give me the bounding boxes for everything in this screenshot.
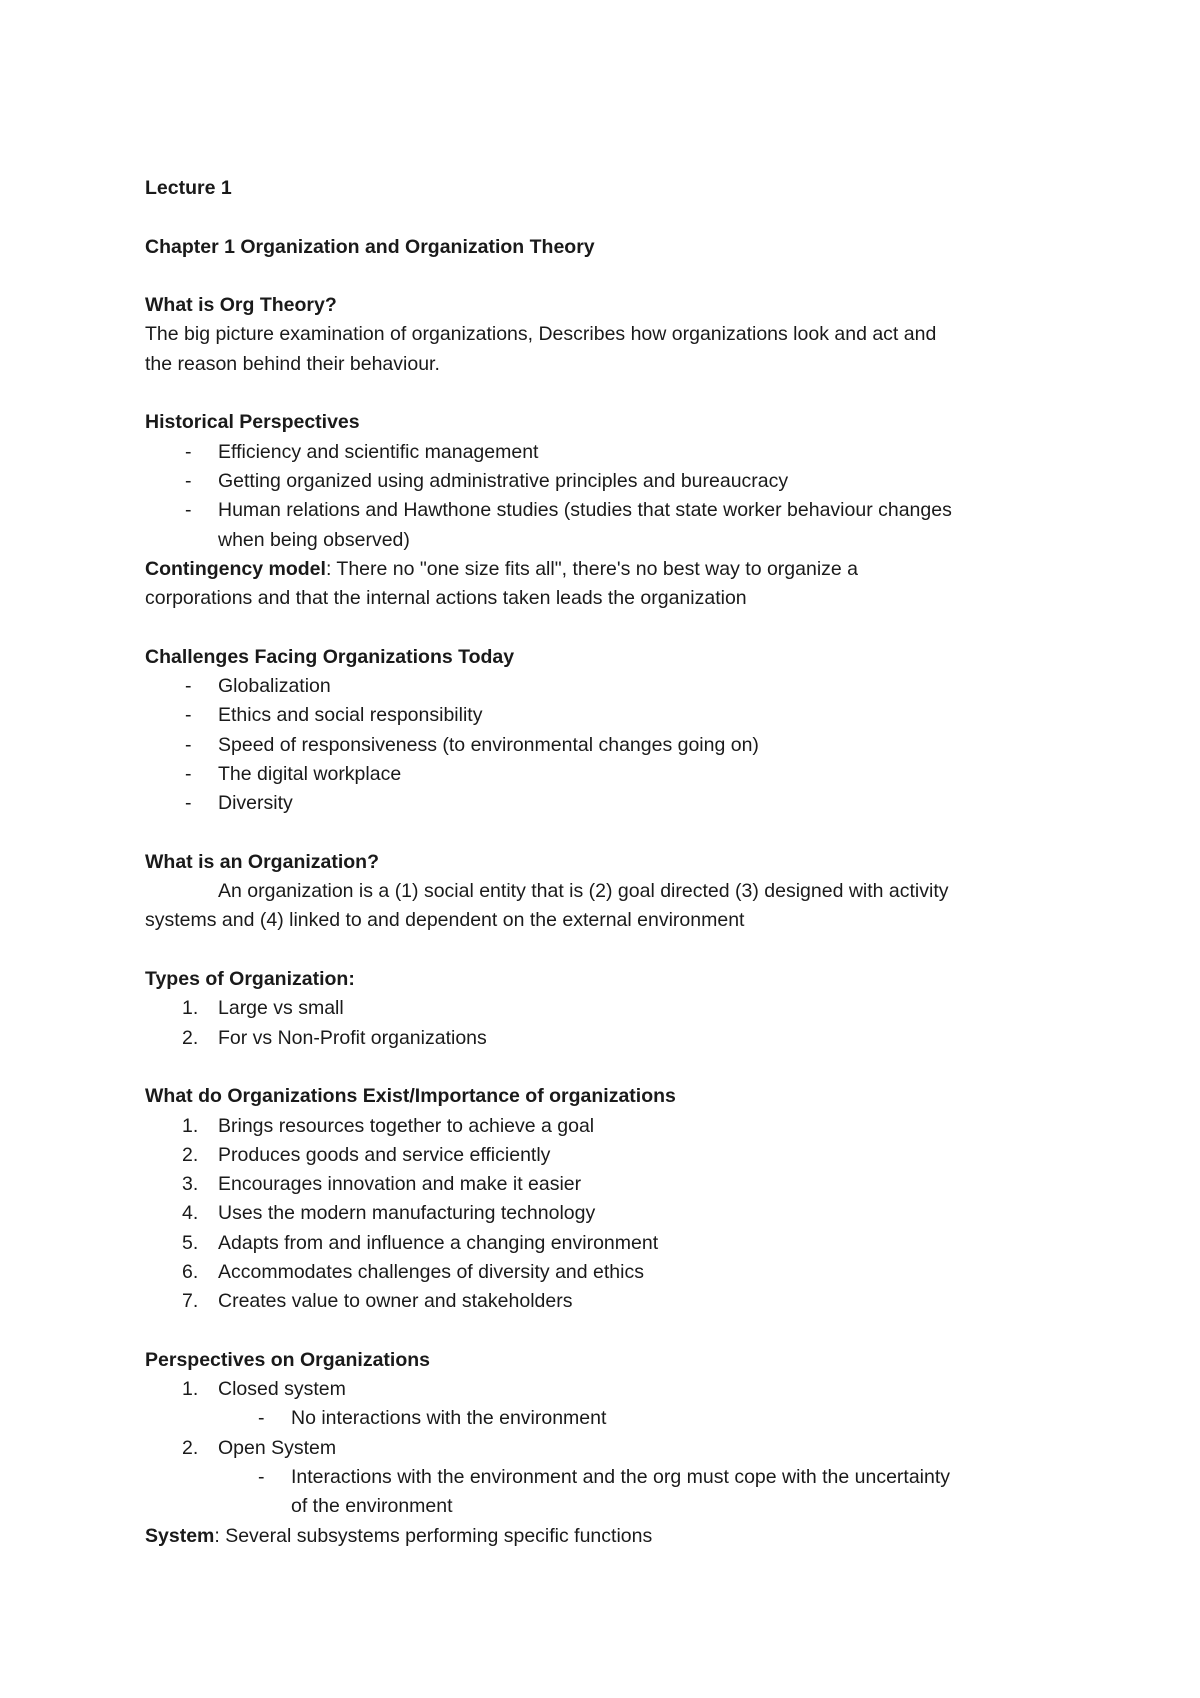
sub-list-item-continuation [145, 1492, 1065, 1521]
list-item [145, 672, 1065, 701]
contingency-line-2: corporations and that the internal actions taken leads the organization [145, 587, 747, 610]
dash-bullet: - [185, 704, 192, 727]
list-item-text: when being observed) [218, 528, 410, 551]
what-org-heading: What is an Organization? [145, 850, 380, 873]
list-item [145, 701, 1065, 730]
sub-list-item-text: of the environment [291, 1495, 453, 1518]
org-theory-heading: What is Org Theory? [145, 294, 337, 317]
org-theory-text-line-2: the reason behind their behaviour. [145, 352, 440, 375]
types-heading: Types of Organization: [145, 968, 355, 991]
list-item-text: For vs Non-Profit organizations [218, 1026, 487, 1049]
list-item-text: Efficiency and scientific management [218, 440, 539, 463]
list-item-text: Produces goods and service efficiently [218, 1143, 551, 1166]
list-item [145, 1229, 1065, 1258]
perspectives-heading: Perspectives on Organizations [145, 1348, 431, 1371]
list-item [145, 496, 1065, 525]
importance-heading: What do Organizations Exist/Importance of organizations [145, 1085, 676, 1108]
what-org-text-line-2: systems and (4) linked to and dependent on the external environment [145, 909, 745, 932]
list-item-text: Encourages innovation and make it easier [218, 1173, 582, 1196]
list-item-text: Adapts from and influence a changing environment [218, 1231, 659, 1254]
dash-bullet: - [185, 762, 192, 785]
sub-list-item [145, 1463, 1065, 1492]
list-number: 1. [182, 997, 199, 1020]
list-item [145, 467, 1065, 496]
system-definition [145, 1522, 1065, 1551]
chapter-title: Chapter 1 Organization and Organization Theory [145, 235, 595, 258]
system-text: : Several subsystems performing specific functions [214, 1524, 653, 1547]
list-item [145, 1112, 1065, 1141]
spacer [145, 1317, 1065, 1346]
contingency-term: Contingency model [145, 557, 326, 580]
list-item [145, 1258, 1065, 1287]
list-item [145, 1024, 1065, 1053]
dash-bullet: - [185, 469, 192, 492]
document-body [145, 174, 1065, 1551]
what-org-text-line-1: An organization is a (1) social entity that is (2) goal directed (3) designed with activity [218, 880, 949, 903]
spacer [145, 819, 1065, 848]
sub-list-item [145, 1404, 1065, 1433]
dash-bullet: - [258, 1466, 265, 1489]
spacer [145, 613, 1065, 642]
list-number: 5. [182, 1231, 199, 1254]
list-item-text: Diversity [218, 792, 293, 815]
list-item [145, 1375, 1065, 1404]
list-item-text: Open System [218, 1436, 337, 1459]
list-item [145, 994, 1065, 1023]
list-item-text: Brings resources together to achieve a goal [218, 1114, 595, 1137]
list-item [145, 789, 1065, 818]
list-number: 2. [182, 1143, 199, 1166]
contingency-definition: : There no "one size fits all", there's no best way to organize a [325, 557, 859, 580]
list-item-text: Getting organized using administrative principles and bureaucracy [218, 469, 789, 492]
sub-list-item-text: No interactions with the environment [291, 1407, 607, 1430]
list-item-text: Uses the modern manufacturing technology [218, 1202, 596, 1225]
spacer [145, 936, 1065, 965]
dash-bullet: - [185, 792, 192, 815]
dash-bullet: - [185, 733, 192, 756]
dash-bullet: - [258, 1407, 265, 1430]
list-item-text: Creates value to owner and stakeholders [218, 1290, 573, 1313]
list-item-text: Human relations and Hawthone studies (studies that state worker behaviour changes [218, 499, 952, 522]
lecture-title: Lecture 1 [145, 177, 232, 199]
spacer [145, 1053, 1065, 1082]
list-number: 4. [182, 1202, 199, 1225]
list-item [145, 438, 1065, 467]
challenges-heading: Challenges Facing Organizations Today [145, 645, 515, 668]
list-item-continuation [145, 526, 1065, 555]
sub-list-item-text: Interactions with the environment and the org must cope with the uncertainty [291, 1466, 951, 1489]
list-number: 3. [182, 1173, 199, 1196]
dash-bullet: - [185, 675, 192, 698]
list-number: 2. [182, 1436, 199, 1459]
list-item-text: Accommodates challenges of diversity and ethics [218, 1260, 644, 1283]
contingency-line-1 [145, 555, 1065, 584]
list-item-text: Closed system [218, 1378, 346, 1401]
list-item-text: The digital workplace [218, 762, 402, 785]
list-number: 6. [182, 1260, 199, 1283]
list-item [145, 1141, 1065, 1170]
dash-bullet: - [185, 499, 192, 522]
list-item-text: Ethics and social responsibility [218, 704, 483, 727]
system-term: System [145, 1524, 215, 1547]
list-item [145, 1170, 1065, 1199]
spacer [145, 262, 1065, 291]
list-item [145, 731, 1065, 760]
list-number: 2. [182, 1026, 199, 1049]
list-number: 7. [182, 1290, 199, 1313]
list-item-text: Globalization [218, 675, 331, 698]
list-item-text: Large vs small [218, 997, 344, 1020]
list-number: 1. [182, 1114, 199, 1137]
spacer [145, 203, 1065, 232]
list-item [145, 1199, 1065, 1228]
list-number: 1. [182, 1378, 199, 1401]
list-item [145, 1434, 1065, 1463]
list-item-text: Speed of responsiveness (to environmental changes going on) [218, 733, 759, 756]
spacer [145, 379, 1065, 408]
historical-heading: Historical Perspectives [145, 411, 360, 434]
org-theory-text-line-1: The big picture examination of organizations, Describes how organizations look and act and [145, 323, 937, 346]
dash-bullet: - [185, 440, 192, 463]
list-item [145, 1287, 1065, 1316]
list-item [145, 760, 1065, 789]
